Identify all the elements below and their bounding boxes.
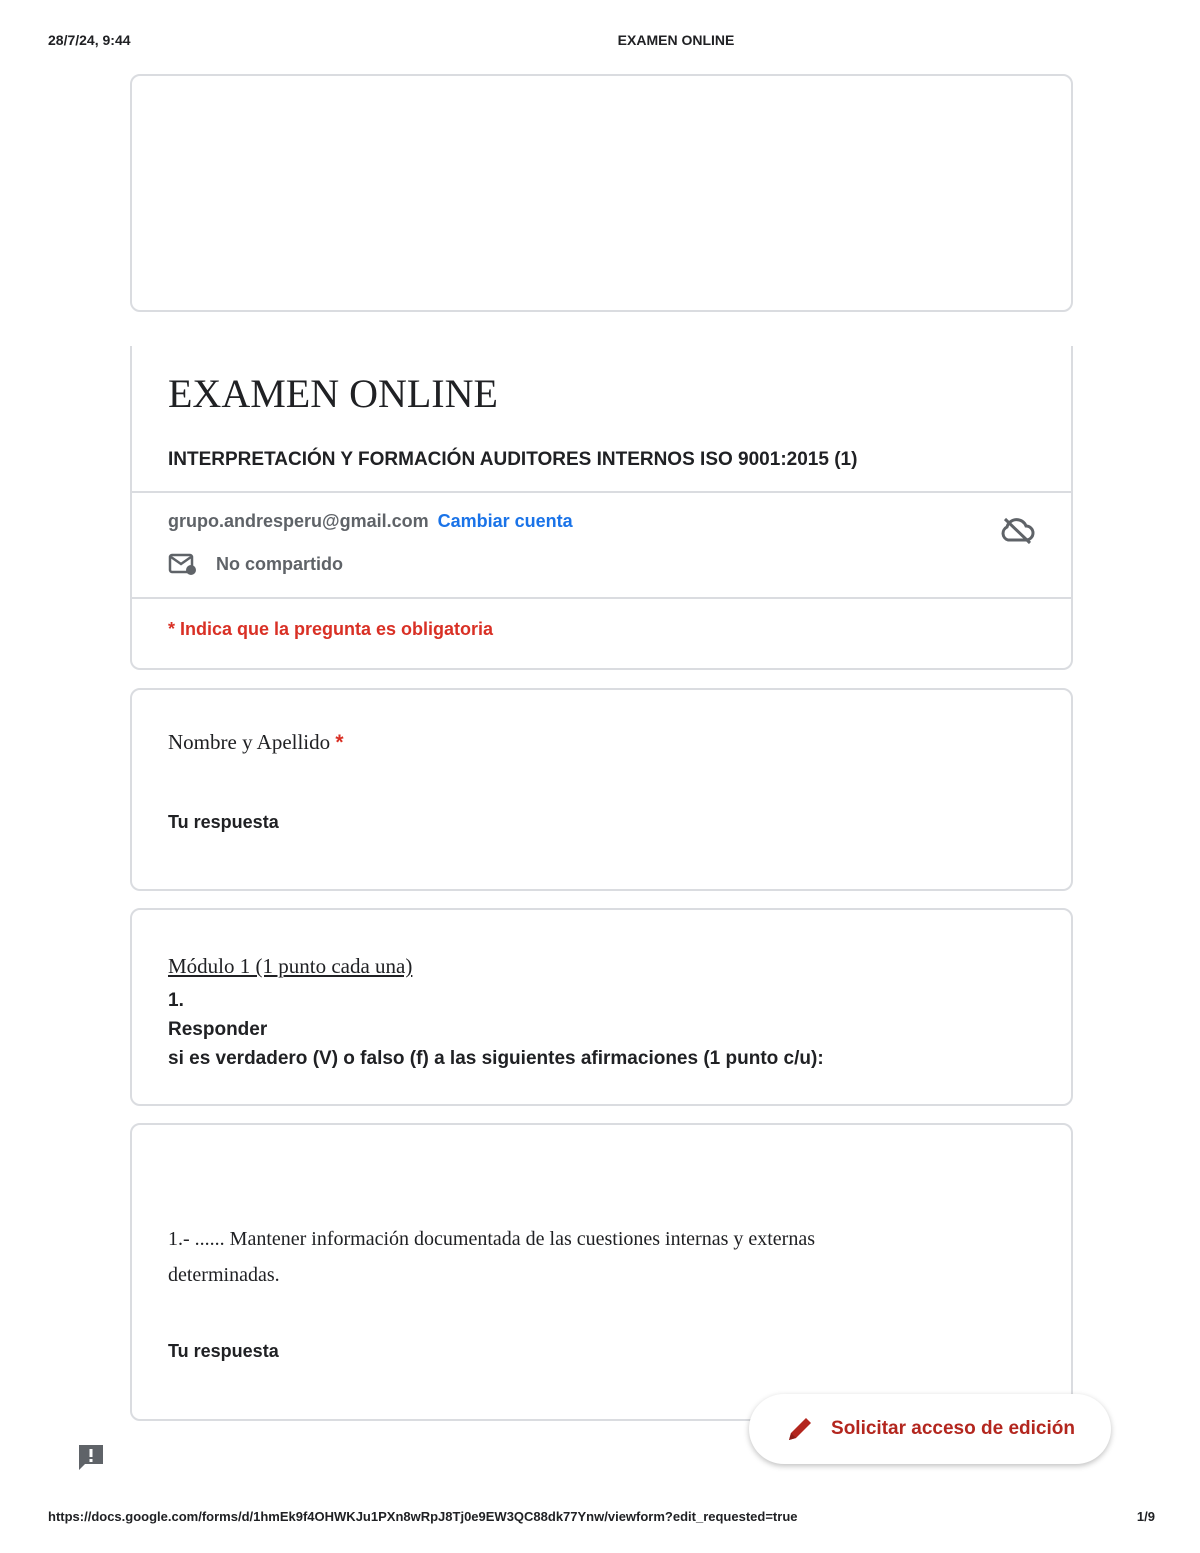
question-text: 1.- ...... Mantener información documentada de las cuestiones internas y externas determinadas. xyxy=(168,1228,816,1286)
pencil-icon xyxy=(785,1414,815,1444)
question-card-1 xyxy=(130,1123,1073,1421)
form-header-card xyxy=(130,346,1073,670)
section-instructions xyxy=(168,986,824,1073)
required-note: * Indica que la pregunta es obligatoria xyxy=(168,619,494,639)
cloud-offline-icon[interactable] xyxy=(999,516,1035,544)
question-card-name xyxy=(130,688,1073,891)
divider xyxy=(132,597,1071,599)
answer-input[interactable]: Tu respuesta xyxy=(168,812,279,832)
section-line: si es verdadero (V) o falso (f) a las siguientes afirmaciones (1 punto c/u): xyxy=(168,1048,824,1069)
module-title: Módulo 1 (1 punto cada una) xyxy=(168,954,413,978)
answer-input[interactable]: Tu respuesta xyxy=(168,1341,279,1361)
required-star: * xyxy=(335,731,344,754)
question-title xyxy=(168,730,344,755)
print-footer-page: 1/9 xyxy=(1136,1509,1155,1524)
request-edit-access-label: Solicitar acceso de edición xyxy=(831,1418,1075,1439)
account-email: grupo.andresperu@gmail.com xyxy=(168,511,429,531)
account-row xyxy=(168,511,573,532)
print-datetime: 28/7/24, 9:44 xyxy=(48,32,131,48)
form-title: EXAMEN ONLINE xyxy=(168,371,498,416)
print-footer-url: https://docs.google.com/forms/d/1hmEk9f4OHWKJu1PXn8wRpJ8Tj0e9EW3QC88dk77Ynw/viewform?edit_requested=true xyxy=(48,1509,798,1524)
form-description: INTERPRETACIÓN Y FORMACIÓN AUDITORES INTERNOS ISO 9001:2015 (1) xyxy=(168,449,858,470)
section-line: Responder xyxy=(168,1019,268,1040)
switch-account-link[interactable]: Cambiar cuenta xyxy=(437,511,573,531)
not-shared-row xyxy=(168,552,343,576)
question-title-text: Nombre y Apellido xyxy=(168,730,331,754)
section-card-module-1 xyxy=(130,908,1073,1106)
request-edit-access-button[interactable] xyxy=(749,1394,1111,1464)
print-title: EXAMEN ONLINE xyxy=(617,32,735,48)
not-shared-label: No compartido xyxy=(216,553,344,574)
form-banner xyxy=(130,74,1073,312)
feedback-icon[interactable] xyxy=(76,1442,106,1472)
divider xyxy=(132,491,1071,493)
mail-not-shared-icon xyxy=(168,552,198,576)
section-line: 1. xyxy=(168,990,184,1011)
